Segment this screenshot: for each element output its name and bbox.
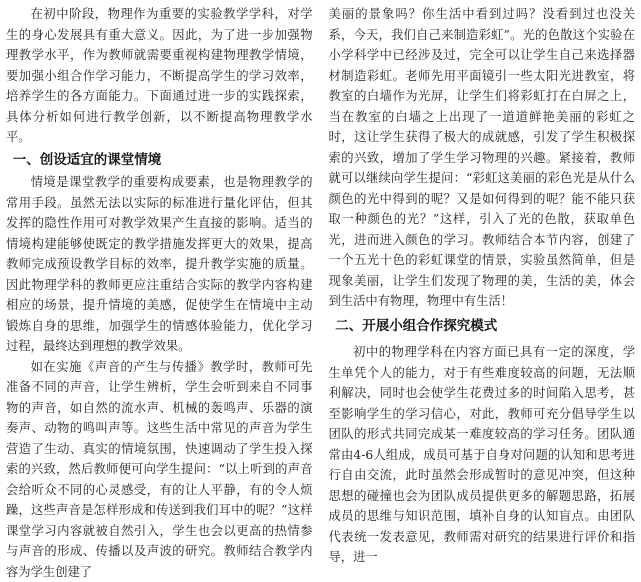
body-paragraph-continued: 美丽的景象吗？你生活中看到过吗？没看到过也没关系，今天，我们自己来制造彩虹”。光的色散这个实验在小学科学中已经涉及过，完全可以让学生自己来选择器材制造彩虹。老师先用平面镜引一些太阳光进教室，将教室的白墙作为光屏，让学生们将彩虹打在白屏之上，当在教室的白墙之上出现了一道道鲜艳美丽的彩虹之时，这让学生获得了极大的成就感，引发了学生积极探索的兴致，增加了学生学习物理的兴趣。紧接着，教师就可以继续向学生提问：“彩虹这美丽的彩色光是从什么颜色的光中得到的呢？又是如何得到的呢？能不能只获取一种颜色的光？”这样，引入了光的色散，获取单色光，进而进入颜色的学习。教师结合本节内容，创建了一个五光十色的彩虹课堂的情景，实验虽然简单，但是现象美丽，让学生们发现了物理的美，生活的美，体会到生活中有物理，物理中有生活！: [329, 4, 636, 312]
section-heading-1: 一、创设适宜的课堂情境: [6, 150, 313, 171]
body-paragraph: 情境是课堂教学的重要构成要素，也是物理教学的常用手段。虽然无法以实际的标准进行量化评估，但其发挥的隐性作用可对教学效果产生直接的影响。适当的情境构建能够使既定的教学措施发挥更大的效果，提高教师完成预设教学目标的效率，提升教学实施的质量。因此物理学科的教师更应注重结合实际的教学内容构建相应的场景，提升情境的美感，促使学生在情境中主动锻炼自身的思维，加强学生的情感体验能力，优化学习过程，最终达到理想的教学效果。: [6, 172, 313, 357]
body-paragraph: 初中的物理学科在内容方面已具有一定的深度，学生单凭个人的能力，对于有些难度较高的问题，无法顺利解决，同时也会使学生花费过多的时间陷入思考，甚至影响学生的学习信心，对此，教师可充分倡导学生以团队的形式共同完成某一难度较高的学习任务。团队通常由4-6人组成，成员可基于自身对问题的认知和思考进行自由交流，此时虽然会形成暂时的意见冲突，但这种思想的碰撞也会为团队成员提供更多的解题思路，拓展成员的思维与知识范围，填补自身的认知盲点。由团队代表统一发表意见，教师需对研究的结果进行评价和指导，进一: [329, 342, 636, 568]
intro-paragraph: 在初中阶段，物理作为重要的实验教学学科，对学生的身心发展具有重大意义。因此，为了进一步加强物理教学水平，作为教师就需要重视构建物理教学情境，要加强小组合作学习能力，不断提高学生的学习效率，培养学生的各方面能力。下面通过进一步的实践探索，具体分析如何进行教学创新，以不断提高物理教学水平。: [6, 4, 313, 148]
section-heading-2: 二、开展小组合作探究模式: [329, 316, 636, 337]
left-column: [6, 4, 313, 503]
right-column: [329, 4, 636, 503]
body-paragraph: 如在实施《声音的产生与传播》教学时，教师可先准备不同的声音，让学生辨析，学生会听到来自不同事物的声音，如自然的流水声、机械的轰鸣声、乐器的演奏声、动物的鸣叫声等。这些生活中常见的声音为学生营造了生动、真实的情境氛围，快速调动了学生投入探索的兴致，然后教师便可向学生提问：“以上听到的声音会给听众不同的心灵感受，有的让人平静，有的令人烦躁，这些声音是怎样形成和传送到我们耳中的呢？”这样课堂学习内容就被自然引入，学生也会以更高的热情参与声音的形成、传播以及声波的研究。教师结合教学内容为学生创建了: [6, 357, 313, 582]
